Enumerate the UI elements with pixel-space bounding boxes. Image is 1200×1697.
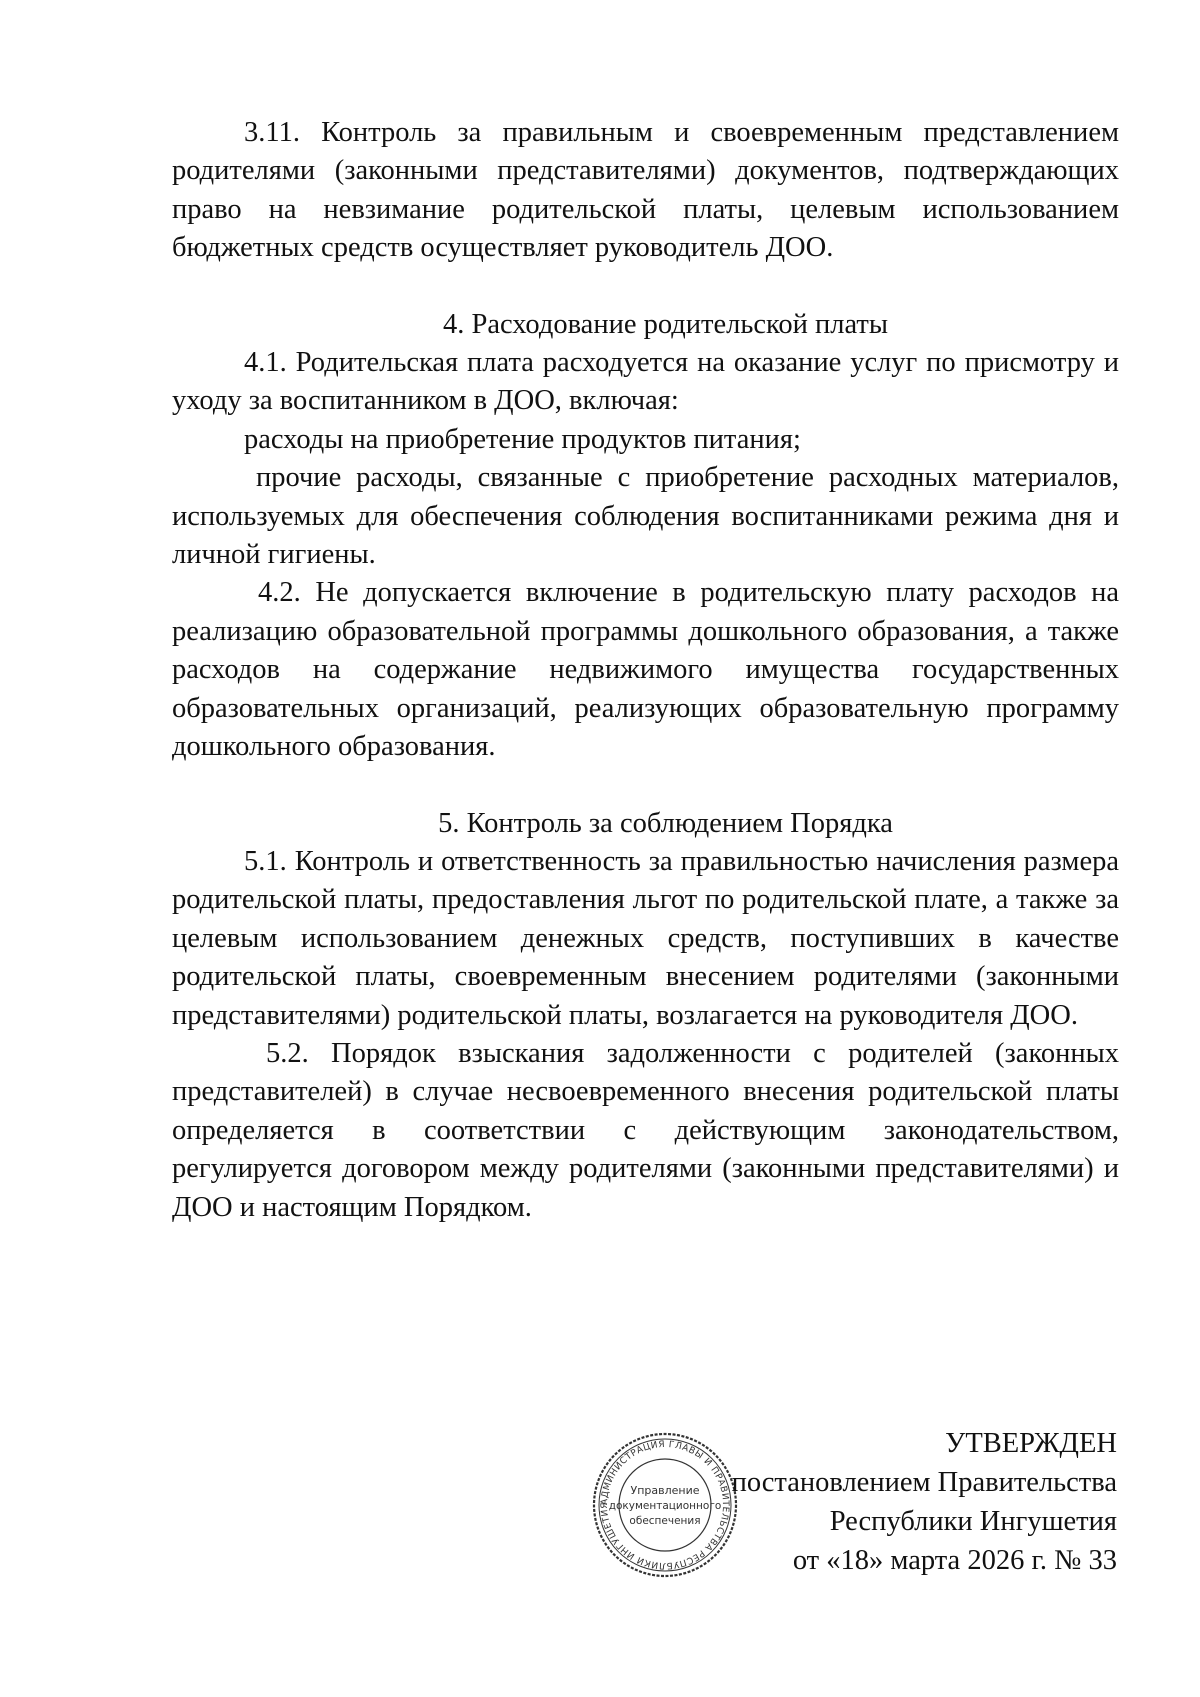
section-gap [172, 268, 1119, 306]
approval-block [732, 1424, 1117, 1580]
section-gap [172, 767, 1119, 805]
paragraph-4-2: 4.2. Не допускается включение в родительскую плату расходов на реализацию образовательной программы дошкольного образования, а также расходов на содержание недвижимого имущества государственных образовательных организаций, реализующих образовательную программу дошкольного образования. [172, 577, 1119, 763]
paragraph-3-11: 3.11. Контроль за правильным и своевременным представлением родителями (законными представителями) документов, подтверждающих право на невзимание родительской платы, целевым использованием бюджетных средств осуществляет руководитель ДОО. [172, 117, 1119, 264]
paragraph-5-2: 5.2. Порядок взыскания задолженности с родителей (законных представителей) в случае несвоевременного внесения родительской платы определяется в соответствии с действующим законодательством, регулируется договором между родителями (законными представителями) и ДОО и настоящим Порядком. [172, 1037, 1119, 1223]
paragraph-4-1-item-food: расходы на приобретение продуктов питания; [244, 423, 801, 455]
stamp-ring-text: АДМИНИСТРАЦИЯ ГЛАВЫ И ПРАВИТЕЛЬСТВА РЕСПУБЛИКИ ИНГУШЕТИЯ [599, 1439, 731, 1571]
paragraph-5-1: 5.1. Контроль и ответственность за правильностью начисления размера родительской платы, предоставления льгот по родительской плате, а также за целевым использованием денежных средств, поступивших в качестве родительской платы, своевременным внесением родителями (законными представителями) родительской платы, возлагается на руководителя ДОО. [172, 845, 1119, 1031]
stamp-graphic [590, 1430, 740, 1580]
paragraph-4-1-item-other: прочие расходы, связанные с приобретение расходных материалов, используемых для обеспечения соблюдения воспитанниками режима дня и личной гигиены. [172, 462, 1119, 571]
official-stamp [590, 1430, 740, 1580]
approval-decree-line: постановлением Правительства [731, 1467, 1117, 1498]
stamp-center-line-1: Управление [630, 1484, 700, 1497]
approval-date-number: от «18» марта 2026 г. № 33 [792, 1545, 1117, 1576]
stamp-center-line-3: обеспечения [629, 1515, 701, 1527]
stamp-center-line-2: документационного [608, 1500, 722, 1512]
paragraph-4-1: 4.1. Родительская плата расходуется на оказание услуг по присмотру и уходу за воспитанником в ДОО, включая: [172, 347, 1119, 417]
section-5-heading: 5. Контроль за соблюдением Порядка [438, 807, 893, 839]
section-4-heading: 4. Расходование родительской платы [442, 308, 889, 340]
approval-republic-line: Республики Ингушетия [829, 1506, 1117, 1537]
document-body [172, 114, 1119, 1227]
approval-title: УТВЕРЖДЕН [945, 1428, 1117, 1459]
